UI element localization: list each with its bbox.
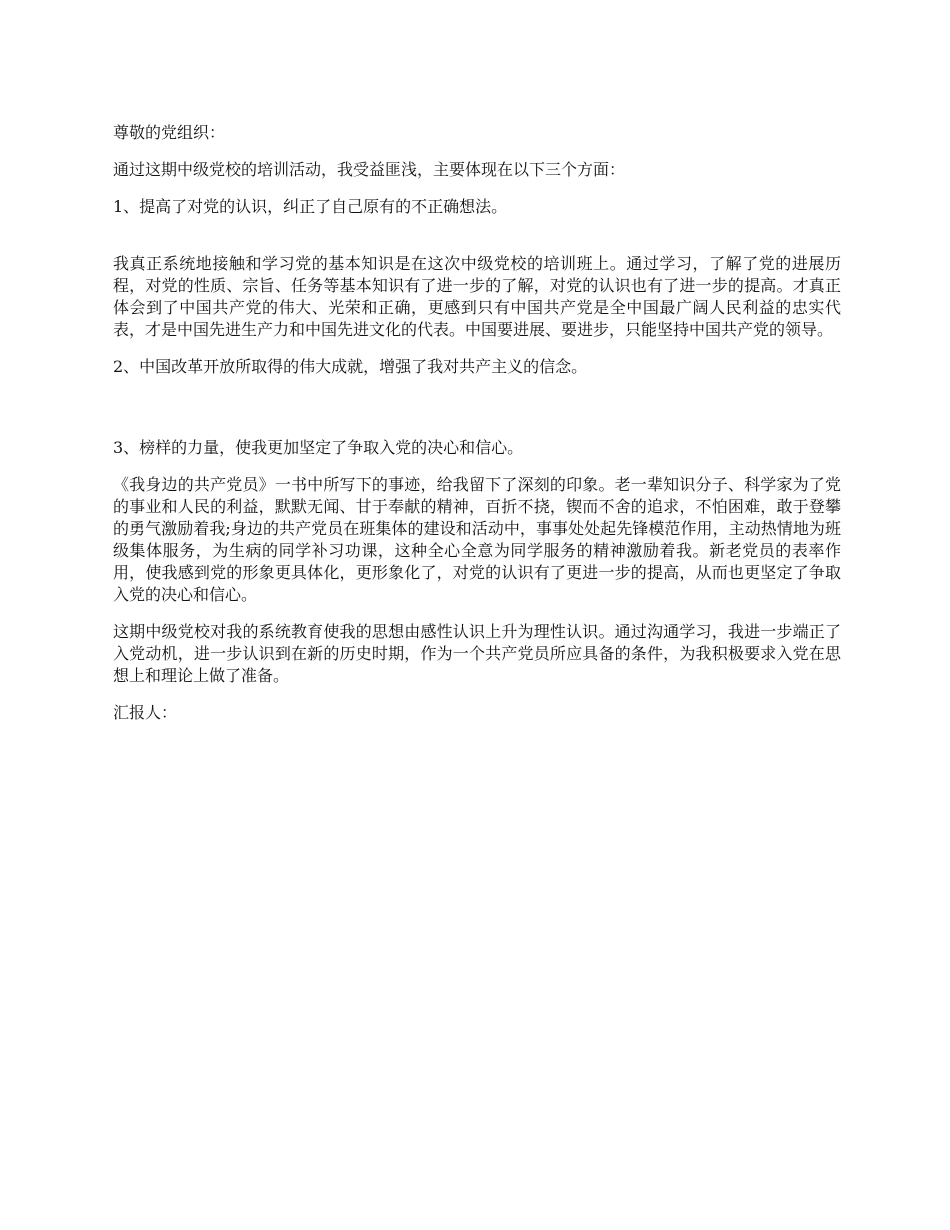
point-2-heading: 2、中国改革开放所取得的伟大成就，增强了我对共产主义的信念。 bbox=[113, 357, 588, 376]
intro-paragraph: 通过这期中级党校的培训活动，我受益匪浅，主要体现在以下三个方面： bbox=[113, 160, 626, 179]
point-1-heading: 1、提高了对党的认识，纠正了自己原有的不正确想法。 bbox=[113, 197, 508, 216]
document-body bbox=[113, 122, 841, 724]
conclusion-paragraph: 这期中级党校对我的系统教育使我的思想由感性认识上升为理性认识。通过沟通学习，我进一步端正了入党动机，进一步认识到在新的历史时期，作为一个共产党员所应具备的条件，为我积极要求入党在思想上和理论上做了准备。 bbox=[113, 622, 841, 685]
signature-line: 汇报人： bbox=[113, 703, 178, 722]
point-3-body: 《我身边的共产党员》一书中所写下的事迹，给我留下了深刻的印象。老一辈知识分子、科学家为了党的事业和人民的利益，默默无闻、甘于奉献的精神，百折不挠，锲而不舍的追求，不怕困难，敢于登攀的勇气激励着我;身边的共产党员在班集体的建设和活动中，事事处处起先锋模范作用，主动热情地为班级集体服务，为生病的同学补习功课，这种全心全意为同学服务的精神激励着我。新老党员的表率作用，使我感到党的形象更具体化，更形象化了，对党的认识有了更进一步的提高，从而也更坚定了争取入党的决心和信心。 bbox=[113, 475, 841, 604]
point-3-heading: 3、榜样的力量，使我更加坚定了争取入党的决心和信心。 bbox=[113, 438, 524, 457]
point-1-body: 我真正系统地接触和学习党的基本知识是在这次中级党校的培训班上。通过学习，了解了党的进展历程，对党的性质、宗旨、任务等基本知识有了进一步的了解，对党的认识也有了进一步的提高。才真正体会到了中国共产党的伟大、光荣和正确，更感到只有中国共产党是全中国最广阔人民利益的忠实代表，才是中国先进生产力和中国先进文化的代表。中国要进展、要进步，只能坚持中国共产党的领导。 bbox=[113, 254, 841, 339]
salutation: 尊敬的党组织： bbox=[113, 123, 226, 142]
